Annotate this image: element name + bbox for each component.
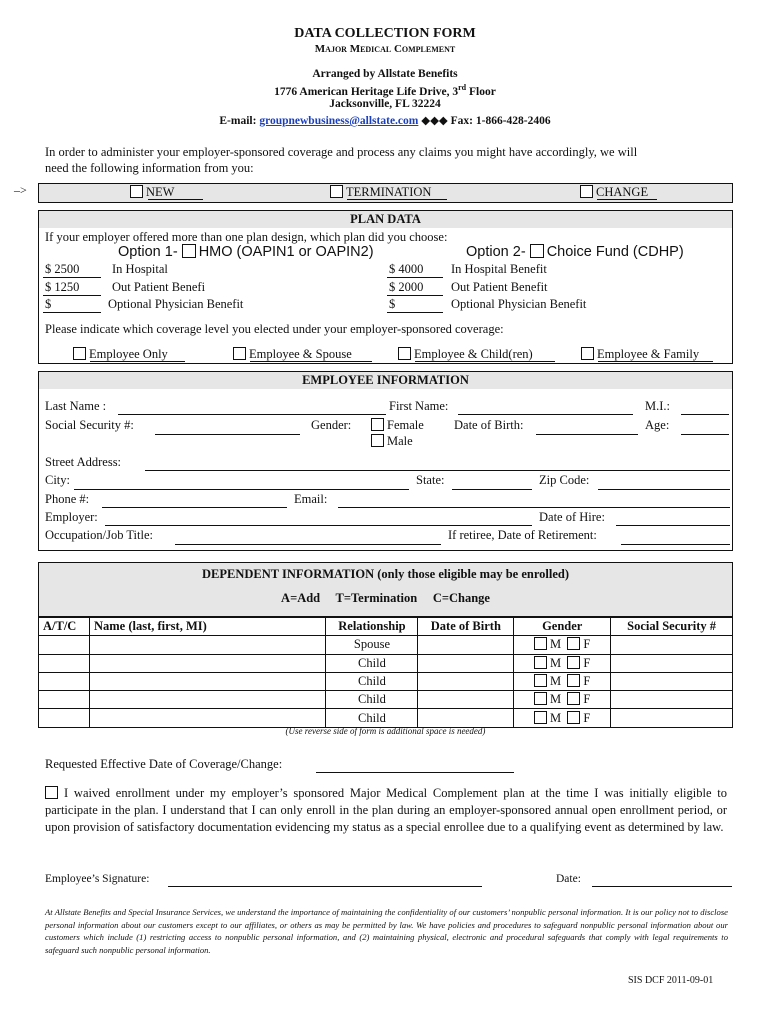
waiver-checkbox[interactable]	[45, 786, 58, 799]
new-option[interactable]: NEW	[130, 185, 174, 200]
col-ssn: Social Security #	[611, 618, 733, 636]
date-label: Date:	[556, 873, 581, 885]
atc-cell[interactable]	[39, 672, 90, 690]
table-row	[39, 691, 733, 709]
female-checkbox[interactable]	[371, 418, 384, 431]
name-cell[interactable]	[89, 636, 326, 654]
arrow-marker: –>	[14, 183, 27, 197]
gender-cell: M F	[514, 636, 611, 654]
col-gender: Gender	[514, 618, 611, 636]
col-name: Name (last, first, MI)	[89, 618, 326, 636]
table-row	[39, 709, 733, 727]
table-row	[39, 636, 733, 654]
intro-line2: need the following information from you:	[45, 161, 254, 175]
zip-field[interactable]	[598, 489, 730, 490]
email-label: Email:	[294, 492, 328, 506]
dob-field[interactable]	[536, 434, 638, 435]
signature-label: Employee’s Signature:	[45, 873, 150, 885]
employee-only-checkbox[interactable]	[73, 347, 86, 360]
ssn-cell[interactable]	[611, 672, 733, 690]
employee-spouse-checkbox[interactable]	[233, 347, 246, 360]
dob-cell[interactable]	[418, 691, 514, 709]
form-subtitle: Major Medical Complement	[314, 43, 456, 55]
street-label: Street Address:	[45, 455, 122, 469]
male-checkbox[interactable]	[534, 656, 547, 669]
col-atc: A/T/C	[39, 618, 90, 636]
name-cell[interactable]	[89, 709, 326, 727]
level-employee-children[interactable]: Employee & Child(ren)	[398, 347, 533, 362]
option2[interactable]: Option 2- Choice Fund (CDHP)	[466, 244, 684, 260]
termination-option[interactable]: TERMINATION	[330, 185, 431, 200]
opt2-hospital-amount[interactable]: $ 4000	[389, 262, 424, 276]
ssn-cell[interactable]	[611, 654, 733, 672]
ssn-label: Social Security #:	[45, 418, 134, 432]
retirement-field[interactable]	[621, 544, 730, 545]
female-checkbox[interactable]	[567, 692, 580, 705]
state-label: State:	[416, 473, 445, 487]
arranged-by: Arranged by Allstate Benefits	[312, 68, 458, 80]
ssn-cell[interactable]	[611, 636, 733, 654]
atc-cell[interactable]	[39, 691, 90, 709]
zip-label: Zip Code:	[539, 473, 590, 487]
atc-cell[interactable]	[39, 636, 90, 654]
hire-date-field[interactable]	[616, 525, 730, 526]
change-option[interactable]: CHANGE	[580, 185, 648, 200]
dob-cell[interactable]	[418, 672, 514, 690]
coverage-question: Please indicate which coverage level you elected under your employer-sponsored coverage:	[45, 322, 504, 336]
male-option[interactable]: Male	[371, 434, 413, 449]
relationship-cell: Spouse	[326, 636, 418, 654]
female-checkbox[interactable]	[567, 656, 580, 669]
option2-checkbox[interactable]	[530, 244, 544, 258]
employee-children-checkbox[interactable]	[398, 347, 411, 360]
relationship-cell: Child	[326, 691, 418, 709]
dob-cell[interactable]	[418, 709, 514, 727]
mi-field[interactable]	[681, 414, 729, 415]
ssn-field[interactable]	[155, 434, 300, 435]
name-cell[interactable]	[89, 654, 326, 672]
occupation-label: Occupation/Job Title:	[45, 528, 153, 542]
female-option[interactable]: Female	[371, 418, 424, 433]
ssn-cell[interactable]	[611, 691, 733, 709]
gender-cell: M F	[514, 672, 611, 690]
atc-cell[interactable]	[39, 654, 90, 672]
employee-family-checkbox[interactable]	[581, 347, 594, 360]
phone-label: Phone #:	[45, 492, 90, 506]
name-cell[interactable]	[89, 672, 326, 690]
female-checkbox[interactable]	[567, 674, 580, 687]
dob-label: Date of Birth:	[454, 418, 524, 432]
opt2-outpatient-amount[interactable]: $ 2000	[389, 280, 424, 294]
new-checkbox[interactable]	[130, 185, 143, 198]
first-name-label: First Name:	[389, 399, 449, 413]
male-checkbox[interactable]	[534, 674, 547, 687]
female-checkbox[interactable]	[567, 637, 580, 650]
gender-label: Gender:	[311, 418, 352, 432]
dob-cell[interactable]	[418, 654, 514, 672]
dependent-heading: DEPENDENT INFORMATION (only those eligible may be enrolled)	[201, 567, 570, 581]
email-field[interactable]	[338, 507, 730, 508]
gender-cell: M F	[514, 709, 611, 727]
dependent-header-row	[39, 618, 733, 636]
opt2-hospital-label: In Hospital Benefit	[451, 262, 547, 276]
hire-date-label: Date of Hire:	[539, 510, 605, 524]
form-title: DATA COLLECTION FORM	[294, 26, 476, 41]
dependent-legend: A=Add T=Termination C=Change	[281, 591, 490, 605]
effective-date-label: Requested Effective Date of Coverage/Change:	[45, 757, 283, 771]
retirement-label: If retiree, Date of Retirement:	[448, 528, 597, 542]
ssn-cell[interactable]	[611, 709, 733, 727]
gender-cell: M F	[514, 654, 611, 672]
form-code: SIS DCF 2011-09-01	[628, 975, 714, 986]
dob-cell[interactable]	[418, 636, 514, 654]
gender-cell: M F	[514, 691, 611, 709]
table-note: (Use reverse side of form is additional space is needed)	[285, 726, 486, 736]
male-checkbox[interactable]	[534, 692, 547, 705]
city-label: City:	[45, 473, 71, 487]
opt2-physician-label: Optional Physician Benefit	[451, 297, 587, 311]
relationship-cell: Child	[326, 709, 418, 727]
opt2-outpatient-label: Out Patient Benefit	[451, 280, 548, 294]
relationship-cell: Child	[326, 672, 418, 690]
male-checkbox[interactable]	[534, 637, 547, 650]
employee-info-heading: EMPLOYEE INFORMATION	[39, 372, 732, 389]
contact-line: E-mail: groupnewbusiness@allstate.com ◆◆◆ Fax: 1-866-428-2406	[219, 115, 551, 127]
atc-cell[interactable]	[39, 709, 90, 727]
employee-info-section	[38, 371, 733, 551]
employer-label: Employer:	[45, 510, 98, 524]
table-row	[39, 654, 733, 672]
opt1-outpatient-amount[interactable]: $ 1250	[45, 280, 80, 294]
male-checkbox[interactable]	[371, 434, 384, 447]
level-employee-family[interactable]: Employee & Family	[581, 347, 699, 362]
table-row	[39, 672, 733, 690]
state-field[interactable]	[452, 489, 532, 490]
option1-checkbox[interactable]	[182, 244, 196, 258]
intro-line1: In order to administer your employer-sponsored coverage and process any claims you might have accordingly, we will	[45, 145, 638, 159]
phone-field[interactable]	[102, 507, 287, 508]
change-checkbox[interactable]	[580, 185, 593, 198]
street-field[interactable]	[145, 470, 730, 471]
last-name-label: Last Name :	[45, 399, 107, 413]
email-link[interactable]: groupnewbusiness@allstate.com	[259, 115, 419, 127]
signature-field[interactable]	[168, 886, 482, 887]
opt1-physician-amount[interactable]: $	[45, 297, 52, 311]
address-line2: Jacksonville, FL 32224	[329, 98, 441, 110]
date-field[interactable]	[592, 886, 732, 887]
level-employee-spouse[interactable]: Employee & Spouse	[233, 347, 352, 362]
mi-label: M.I.:	[645, 399, 670, 413]
option1[interactable]: Option 1- HMO (OAPIN1 or OAPIN2)	[118, 244, 374, 260]
name-cell[interactable]	[89, 691, 326, 709]
city-field[interactable]	[74, 489, 409, 490]
last-name-field[interactable]	[118, 414, 386, 415]
dependent-table	[38, 617, 733, 728]
privacy-notice: At Allstate Benefits and Special Insurance Services, we understand the importance of maintaining the confidentiality of our customers’ nonpublic personal information. It is our policy not to disclose personal information about our customers except to our affiliates, or others as may be permitted by law. We have policies and procedures to safeguard nonpublic personal information about our customers which include (1) restricting access to nonpublic personal information, and (2) maintaining physical, electronic and procedural safeguards that comply with legal requirements to safeguard such nonpublic personal information.	[45, 907, 728, 955]
employer-field[interactable]	[105, 525, 532, 526]
age-field[interactable]	[681, 434, 729, 435]
female-checkbox[interactable]	[567, 711, 580, 724]
opt1-physician-label: Optional Physician Benefit	[108, 297, 244, 311]
termination-checkbox[interactable]	[330, 185, 343, 198]
opt1-outpatient-label: Out Patient Benefi	[112, 280, 206, 294]
male-checkbox[interactable]	[534, 711, 547, 724]
age-label: Age:	[645, 418, 670, 432]
first-name-field[interactable]	[458, 414, 633, 415]
level-employee-only[interactable]: Employee Only	[73, 347, 168, 362]
opt1-hospital-amount[interactable]: $ 2500	[45, 262, 80, 276]
effective-date-field[interactable]	[316, 772, 514, 773]
plan-data-heading: PLAN DATA	[39, 211, 732, 228]
col-relationship: Relationship	[326, 618, 418, 636]
opt1-hospital-label: In Hospital	[112, 262, 168, 276]
col-dob: Date of Birth	[418, 618, 514, 636]
waiver-paragraph: I waived enrollment under my employer’s sponsored Major Medical Complement plan at the time I was initially eligible to participate in the plan. I understand that I can only enroll in the plan during an employer-sponsored annual open enrollment period, or upon provision of satisfactory documentation evidencing my status as a special enrollee due to a qualifying event as determined by law.	[45, 786, 727, 834]
relationship-cell: Child	[326, 654, 418, 672]
address-line1: 1776 American Heritage Life Drive, 3rd Floor	[274, 83, 496, 98]
opt2-physician-amount[interactable]: $	[389, 297, 396, 311]
plan-question: If your employer offered more than one plan design, which plan did you choose:	[45, 230, 448, 244]
occupation-field[interactable]	[175, 544, 441, 545]
